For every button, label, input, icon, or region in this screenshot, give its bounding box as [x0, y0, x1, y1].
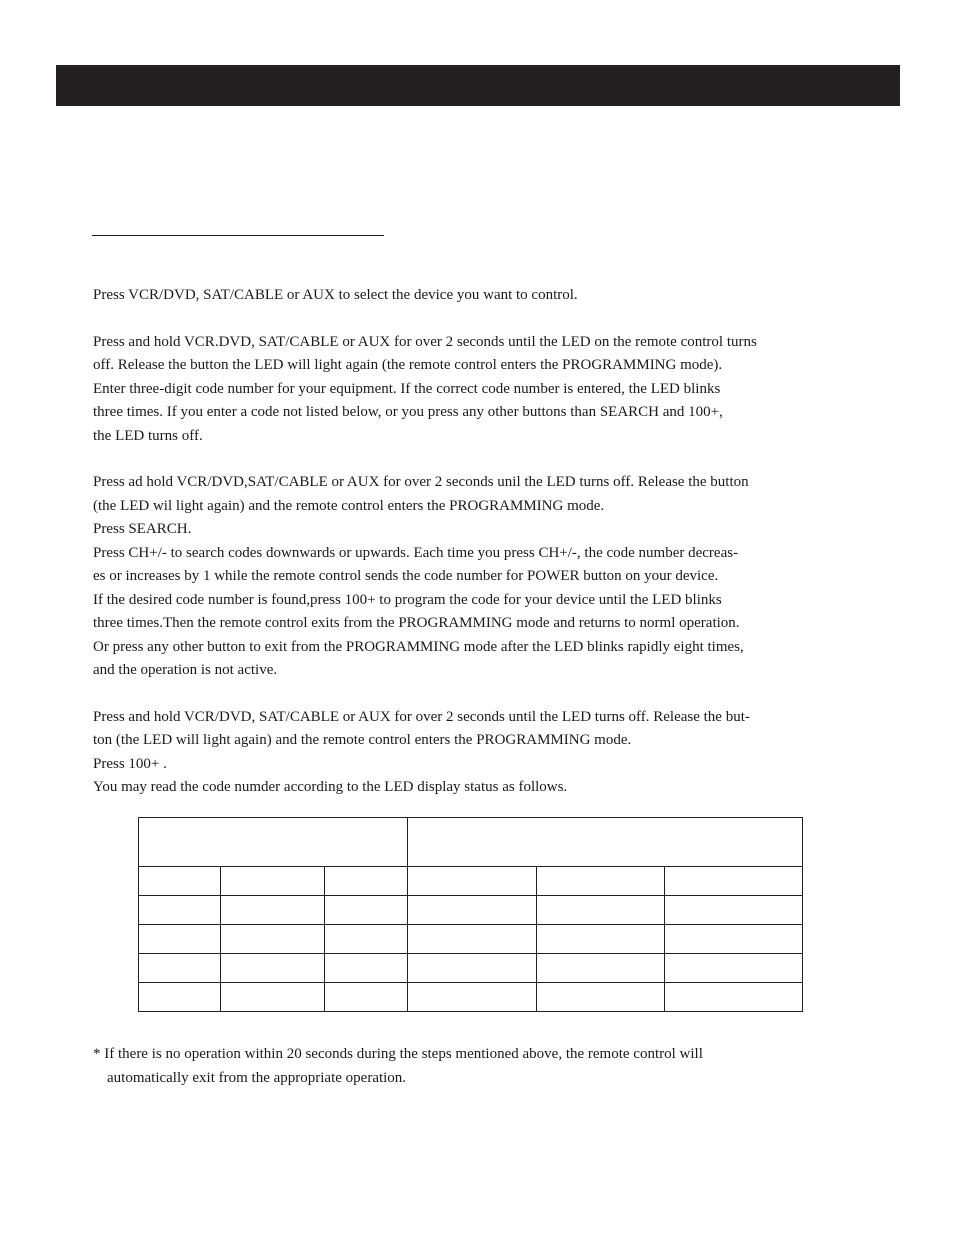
code-entry-line: three times. If you enter a code not listed below, or you press any other buttons than SEARCH and 100+,: [93, 404, 723, 420]
table-cell: [537, 896, 665, 925]
led-status-table: [138, 817, 803, 1012]
table-cell: [325, 896, 408, 925]
code-read-line: Press and hold VCR/DVD, SAT/CABLE or AUX for over 2 seconds until the LED turns off. Release the but-: [93, 709, 750, 725]
table-cell: [139, 867, 221, 896]
table-cell: [221, 896, 325, 925]
table-cell: [537, 954, 665, 983]
code-read-line: Press 100+ .: [93, 756, 167, 772]
table-cell: [665, 954, 803, 983]
table-row: [139, 954, 803, 983]
table-cell: [139, 954, 221, 983]
code-search-line: If the desired code number is found,press 100+ to program the code for your device until the LED blinks: [93, 592, 722, 608]
code-search-line: Press SEARCH.: [93, 521, 192, 537]
code-search-line: Press CH+/- to search codes downwards or upwards. Each time you press CH+/-, the code number decreas-: [93, 545, 739, 561]
code-search-line: Or press any other button to exit from the PROGRAMMING mode after the LED blinks rapidly eight times,: [93, 639, 744, 655]
table-cell: [325, 983, 408, 1012]
table-row: [139, 896, 803, 925]
code-search-line: (the LED wil light again) and the remote control enters the PROGRAMMING mode.: [93, 498, 605, 514]
table-cell: [139, 925, 221, 954]
table-cell: [139, 983, 221, 1012]
table-cell: [408, 954, 537, 983]
table-cell: [325, 954, 408, 983]
code-search-line: es or increases by 1 while the remote control sends the code number for POWER button on your device.: [93, 568, 719, 584]
table-cell: [325, 925, 408, 954]
table-header-row: [139, 818, 803, 867]
code-entry-line: Press and hold VCR.DVD, SAT/CABLE or AUX for over 2 seconds until the LED on the remote control turns: [93, 334, 757, 350]
code-entry-line: the LED turns off.: [93, 428, 203, 444]
table-cell: [325, 867, 408, 896]
table-cell: [665, 896, 803, 925]
table-cell: [408, 896, 537, 925]
table-cell: [537, 925, 665, 954]
table-cell: [665, 867, 803, 896]
footnote-line: * If there is no operation within 20 seconds during the steps mentioned above, the remote control will: [93, 1046, 703, 1062]
code-search-line: and the operation is not active.: [93, 662, 278, 678]
footnote-line: automatically exit from the appropriate operation.: [107, 1070, 407, 1086]
section-rule: [92, 235, 384, 236]
table-row: [139, 867, 803, 896]
table-cell: [221, 867, 325, 896]
table-header-cell: [408, 818, 803, 867]
table-cell: [537, 983, 665, 1012]
table-cell: [221, 983, 325, 1012]
code-search-line: three times.Then the remote control exits from the PROGRAMMING mode and returns to norml operation.: [93, 615, 740, 631]
table-cell: [221, 925, 325, 954]
table-row: [139, 983, 803, 1012]
select-device-text: Press VCR/DVD, SAT/CABLE or AUX to select the device you want to control.: [93, 287, 578, 303]
table-cell: [665, 925, 803, 954]
table-cell: [537, 867, 665, 896]
code-entry-line: Enter three-digit code number for your equipment. If the correct code number is entered, the LED blinks: [93, 381, 721, 397]
table-cell: [665, 983, 803, 1012]
code-entry-line: off. Release the button the LED will light again (the remote control enters the PROGRAMMING mode).: [93, 357, 723, 373]
table-cell: [139, 896, 221, 925]
code-search-line: Press ad hold VCR/DVD,SAT/CABLE or AUX for over 2 seconds unil the LED turns off. Release the button: [93, 474, 749, 490]
table-row: [139, 925, 803, 954]
code-read-line: You may read the code numder according to the LED display status as follows.: [93, 779, 568, 795]
header-bar: [56, 65, 900, 106]
table-cell: [408, 983, 537, 1012]
code-read-line: ton (the LED will light again) and the remote control enters the PROGRAMMING mode.: [93, 732, 632, 748]
table-cell: [408, 867, 537, 896]
table-cell: [408, 925, 537, 954]
table-header-cell: [139, 818, 408, 867]
table-cell: [221, 954, 325, 983]
